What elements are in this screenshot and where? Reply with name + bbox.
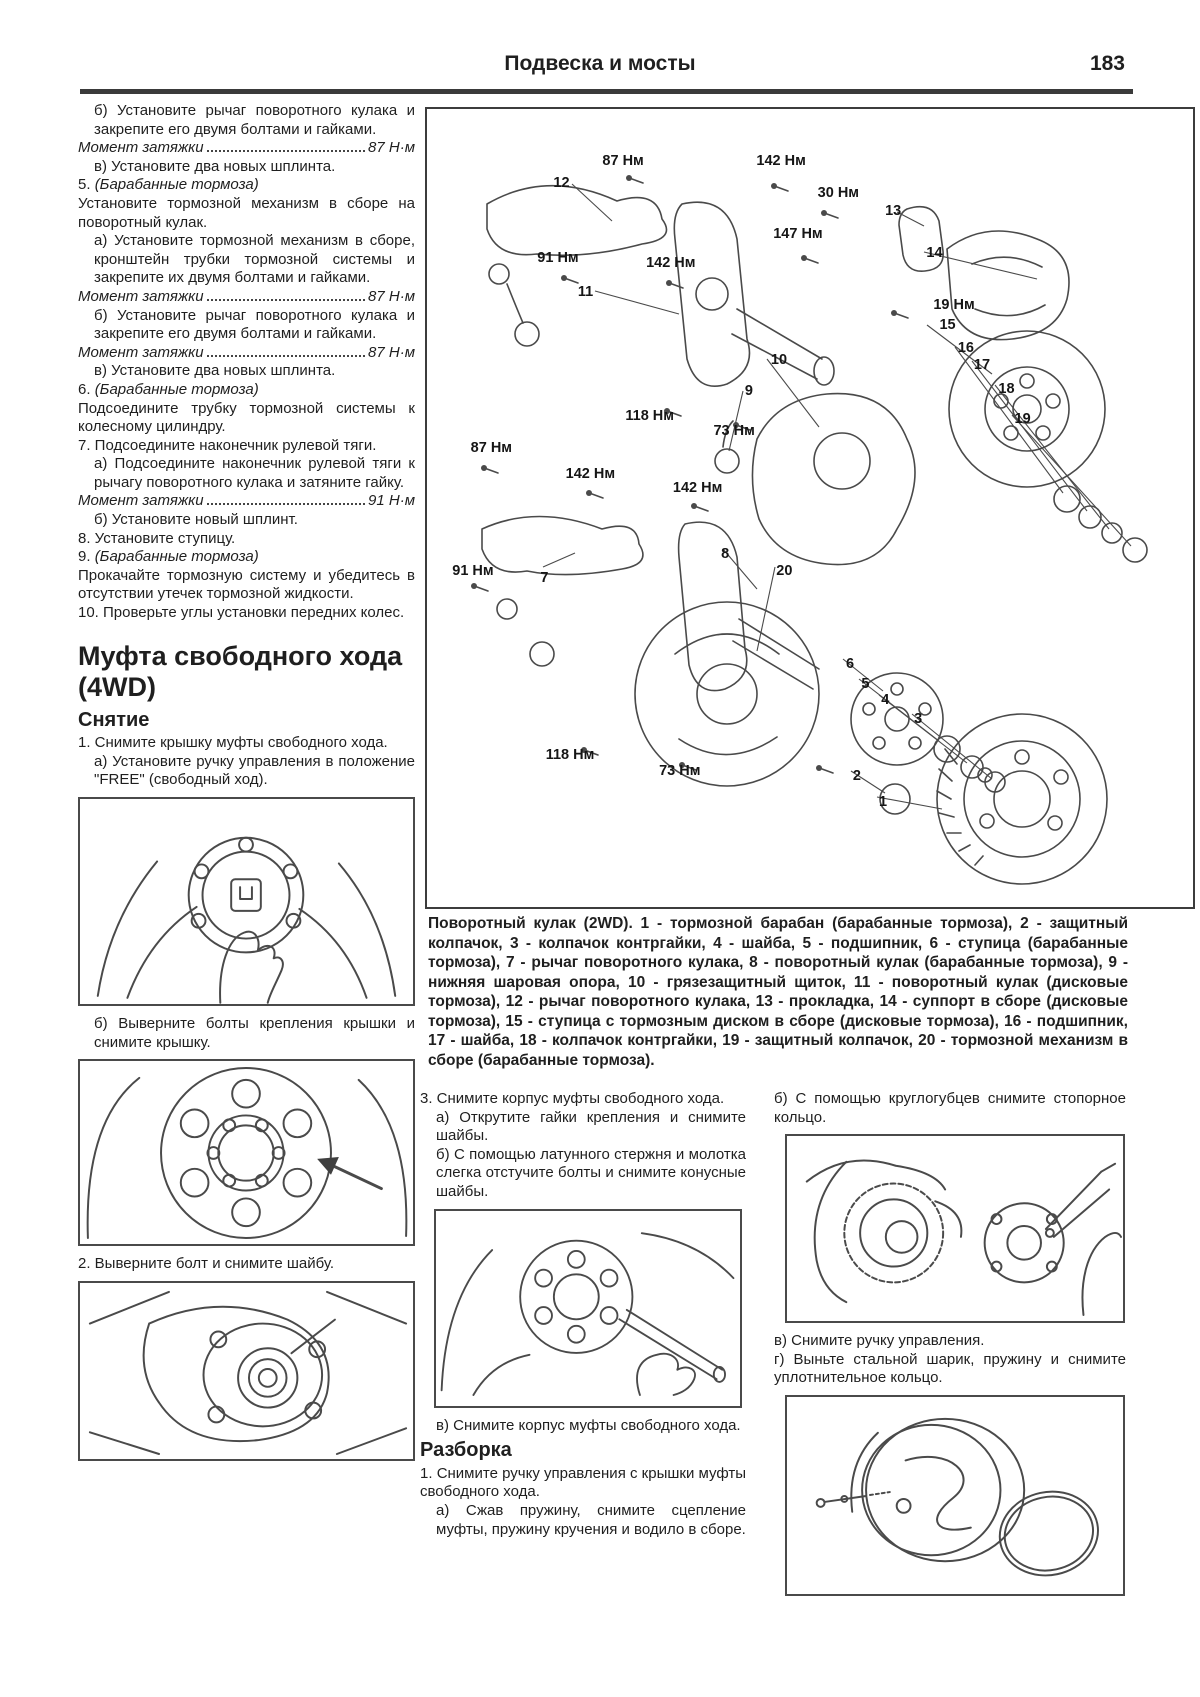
instruction-text: 2. Выверните болт и снимите шайбу. — [78, 1255, 335, 1273]
diagram-callout: 4 — [881, 692, 890, 709]
figure-cover-bolts-arrow — [78, 1059, 415, 1246]
diagram-callout: 30 Нм — [817, 184, 860, 201]
diagram-callout: 15 — [939, 317, 956, 334]
diagram-callout: 16 — [957, 340, 974, 357]
diagram-callout-layer — [427, 109, 1193, 907]
diagram-callout: 91 Нм — [537, 250, 579, 267]
figure-free-hub-knob — [78, 797, 415, 1006]
diagram-callout: 19 Нм — [933, 297, 975, 314]
instruction-text: 6. (Барабанные тормоза) — [78, 380, 259, 398]
instruction-text: б) Установите рычаг поворотного кулака и закрепите его двумя болтами и гайками. — [94, 102, 415, 138]
instruction-text: б) Установите новый шплинт. — [94, 511, 298, 529]
torque-spec: Момент затяжки 91 Н·м — [78, 492, 415, 510]
diagram-callout: 91 Нм — [452, 563, 494, 580]
instruction-text: а) Установите ручку управления в положение "FREE" (свободный ход). — [94, 752, 415, 789]
instruction-text: 10. Проверьте углы установки передних колес. — [78, 604, 405, 622]
diagram-callout: 3 — [914, 710, 923, 727]
diagram-callout: 142 Нм — [672, 480, 723, 497]
instruction-text: 8. Установите ступицу. — [78, 529, 236, 547]
instruction-text: б) С помощью латунного стержня и молотка слегка отстучите болты и снимите конусные шайбы. — [436, 1145, 746, 1200]
diagram-callout: 118 Нм — [545, 747, 595, 764]
diagram-callout: 19 — [1014, 411, 1031, 428]
instruction-text: в) Установите два новых шплинта. — [94, 362, 336, 380]
diagram-callout: 5 — [861, 675, 870, 692]
diagram-callout: 13 — [885, 203, 902, 220]
diagram-callout: 20 — [776, 563, 793, 580]
instruction-text: а) Установите тормозной механизм в сборе, кронштейн трубки тормозной системы и закрепите их двумя болтами и гайками. — [94, 232, 415, 287]
diagram-callout: 7 — [540, 570, 549, 587]
diagram-callout: 87 Нм — [470, 440, 513, 457]
diagram-callout: 14 — [926, 245, 943, 262]
left-column — [78, 102, 415, 1470]
page-number: 183 — [1089, 52, 1125, 75]
instruction-text: 9. (Барабанные тормоза) — [78, 548, 259, 566]
instruction-text: в) Снимите ручку управления. — [774, 1332, 985, 1350]
diagram-callout: 2 — [852, 768, 861, 785]
figure-snap-ring-pliers — [785, 1134, 1125, 1323]
instruction-text: а) Подсоедините наконечник рулевой тяги к рычагу поворотного кулака и затяните гайку. — [94, 455, 415, 491]
page-title: Подвеска и мосты — [504, 52, 696, 75]
figure-drift-tapping-hub — [434, 1209, 742, 1408]
diagram-callout: 12 — [553, 175, 570, 192]
instruction-text: в) Установите два новых шплинта. — [94, 157, 336, 175]
exploded-diagram — [425, 107, 1195, 909]
instruction-text: 1. Снимите крышку муфты свободного хода. — [78, 734, 388, 752]
instruction-text: г) Выньте стальной шарик, пружину и снимите уплотнительное кольцо. — [774, 1350, 1126, 1387]
figure-clutch-cover-oring — [785, 1395, 1125, 1596]
instruction-text: Прокачайте тормозную систему и убедитесь в отсутствии утечек тормозной жидкости. — [78, 566, 415, 603]
torque-spec: Момент затяжки 87 Н·м — [78, 139, 415, 157]
diagram-callout: 10 — [770, 352, 788, 369]
middle-column — [420, 1090, 746, 1539]
instruction-text: Подсоедините трубку тормозной системы к колесному цилиндру. — [78, 399, 415, 436]
diagram-callout: 1 — [878, 793, 888, 810]
diagram-callout: 73 Нм — [659, 763, 701, 780]
section-heading: Муфта свободного хода (4WD) — [78, 640, 403, 702]
instruction-text: а) Открутите гайки крепления и снимите шайбы. — [436, 1108, 746, 1145]
instruction-text: б) Установите рычаг поворотного кулака и закрепите его двумя болтами и гайками. — [94, 306, 415, 343]
instruction-text: 7. Подсоедините наконечник рулевой тяги. — [78, 436, 377, 454]
instruction-text: б) С помощью круглогубцев снимите стопорное кольцо. — [774, 1090, 1126, 1126]
diagram-callout: 118 Нм — [625, 408, 675, 425]
diagram-callout: 6 — [846, 655, 855, 672]
diagram-caption: Поворотный кулак (2WD). 1 - тормозной барабан (барабанные тормоза), 2 - защитный колпачок, 3 - колпачок контргайки, 4 - шайба, 5 - подшипник, 6 - ступица (барабанные тормоза), 7 - рычаг поворотного кулака, 8 - поворотный кулак (барабанные тормоза), 9 - нижняя шаровая опора, 10 - грязезащитный щиток, 11 - поворотный кулак (дисковые тормоза), 12 - рычаг поворотного кулака, 13 - прокладка, 14 - суппорт в сборе (дисковые тормоза), 15 - ступица с тормозным диском в сборе (дисковые тормоза), 16 - подшипник, 17 - шайба, 18 - колпачок контргайки, 19 - защитный колпачок, 20 - тормозной механизм в сборе (барабанные тормоза). — [428, 915, 1128, 1069]
figure-hub-bolt-closeup — [78, 1281, 415, 1461]
instruction-text: а) Сжав пружину, снимите сцепление муфты, пружину кручения и водило в сборе. — [436, 1501, 746, 1538]
diagram-callout: 9 — [744, 382, 753, 399]
torque-spec: Момент затяжки 87 Н·м — [78, 287, 415, 305]
diagram-callout: 142 Нм — [756, 152, 806, 169]
diagram-callout: 18 — [998, 381, 1015, 398]
instruction-text: 1. Снимите ручку управления с крышки муфты свободного хода. — [420, 1464, 746, 1501]
instruction-text: б) Выверните болты крепления крышки и снимите крышку. — [94, 1015, 415, 1051]
diagram-callout: 147 Нм — [773, 225, 823, 242]
instruction-text: 3. Снимите корпус муфты свободного хода. — [420, 1090, 725, 1107]
diagram-callout: 87 Нм — [602, 152, 644, 169]
diagram-callout: 8 — [721, 545, 730, 562]
section-heading: Снятие — [78, 708, 150, 731]
diagram-callout: 17 — [973, 357, 991, 374]
right-column — [758, 1090, 1126, 1605]
diagram-callout: 73 Нм — [713, 422, 755, 439]
torque-spec: Момент затяжки 87 Н·м — [78, 343, 415, 361]
diagram-callout: 142 Нм — [646, 255, 696, 272]
instruction-text: в) Снимите корпус муфты свободного хода. — [436, 1416, 741, 1434]
diagram-callout: 142 Нм — [565, 465, 616, 482]
header-rule — [80, 89, 1133, 94]
section-heading: Разборка — [420, 1439, 512, 1462]
instruction-text: Установите тормозной механизм в сборе на поворотный кулак. — [78, 194, 415, 231]
diagram-callout: 11 — [577, 283, 594, 300]
instruction-text: 5. (Барабанные тормоза) — [78, 176, 259, 194]
